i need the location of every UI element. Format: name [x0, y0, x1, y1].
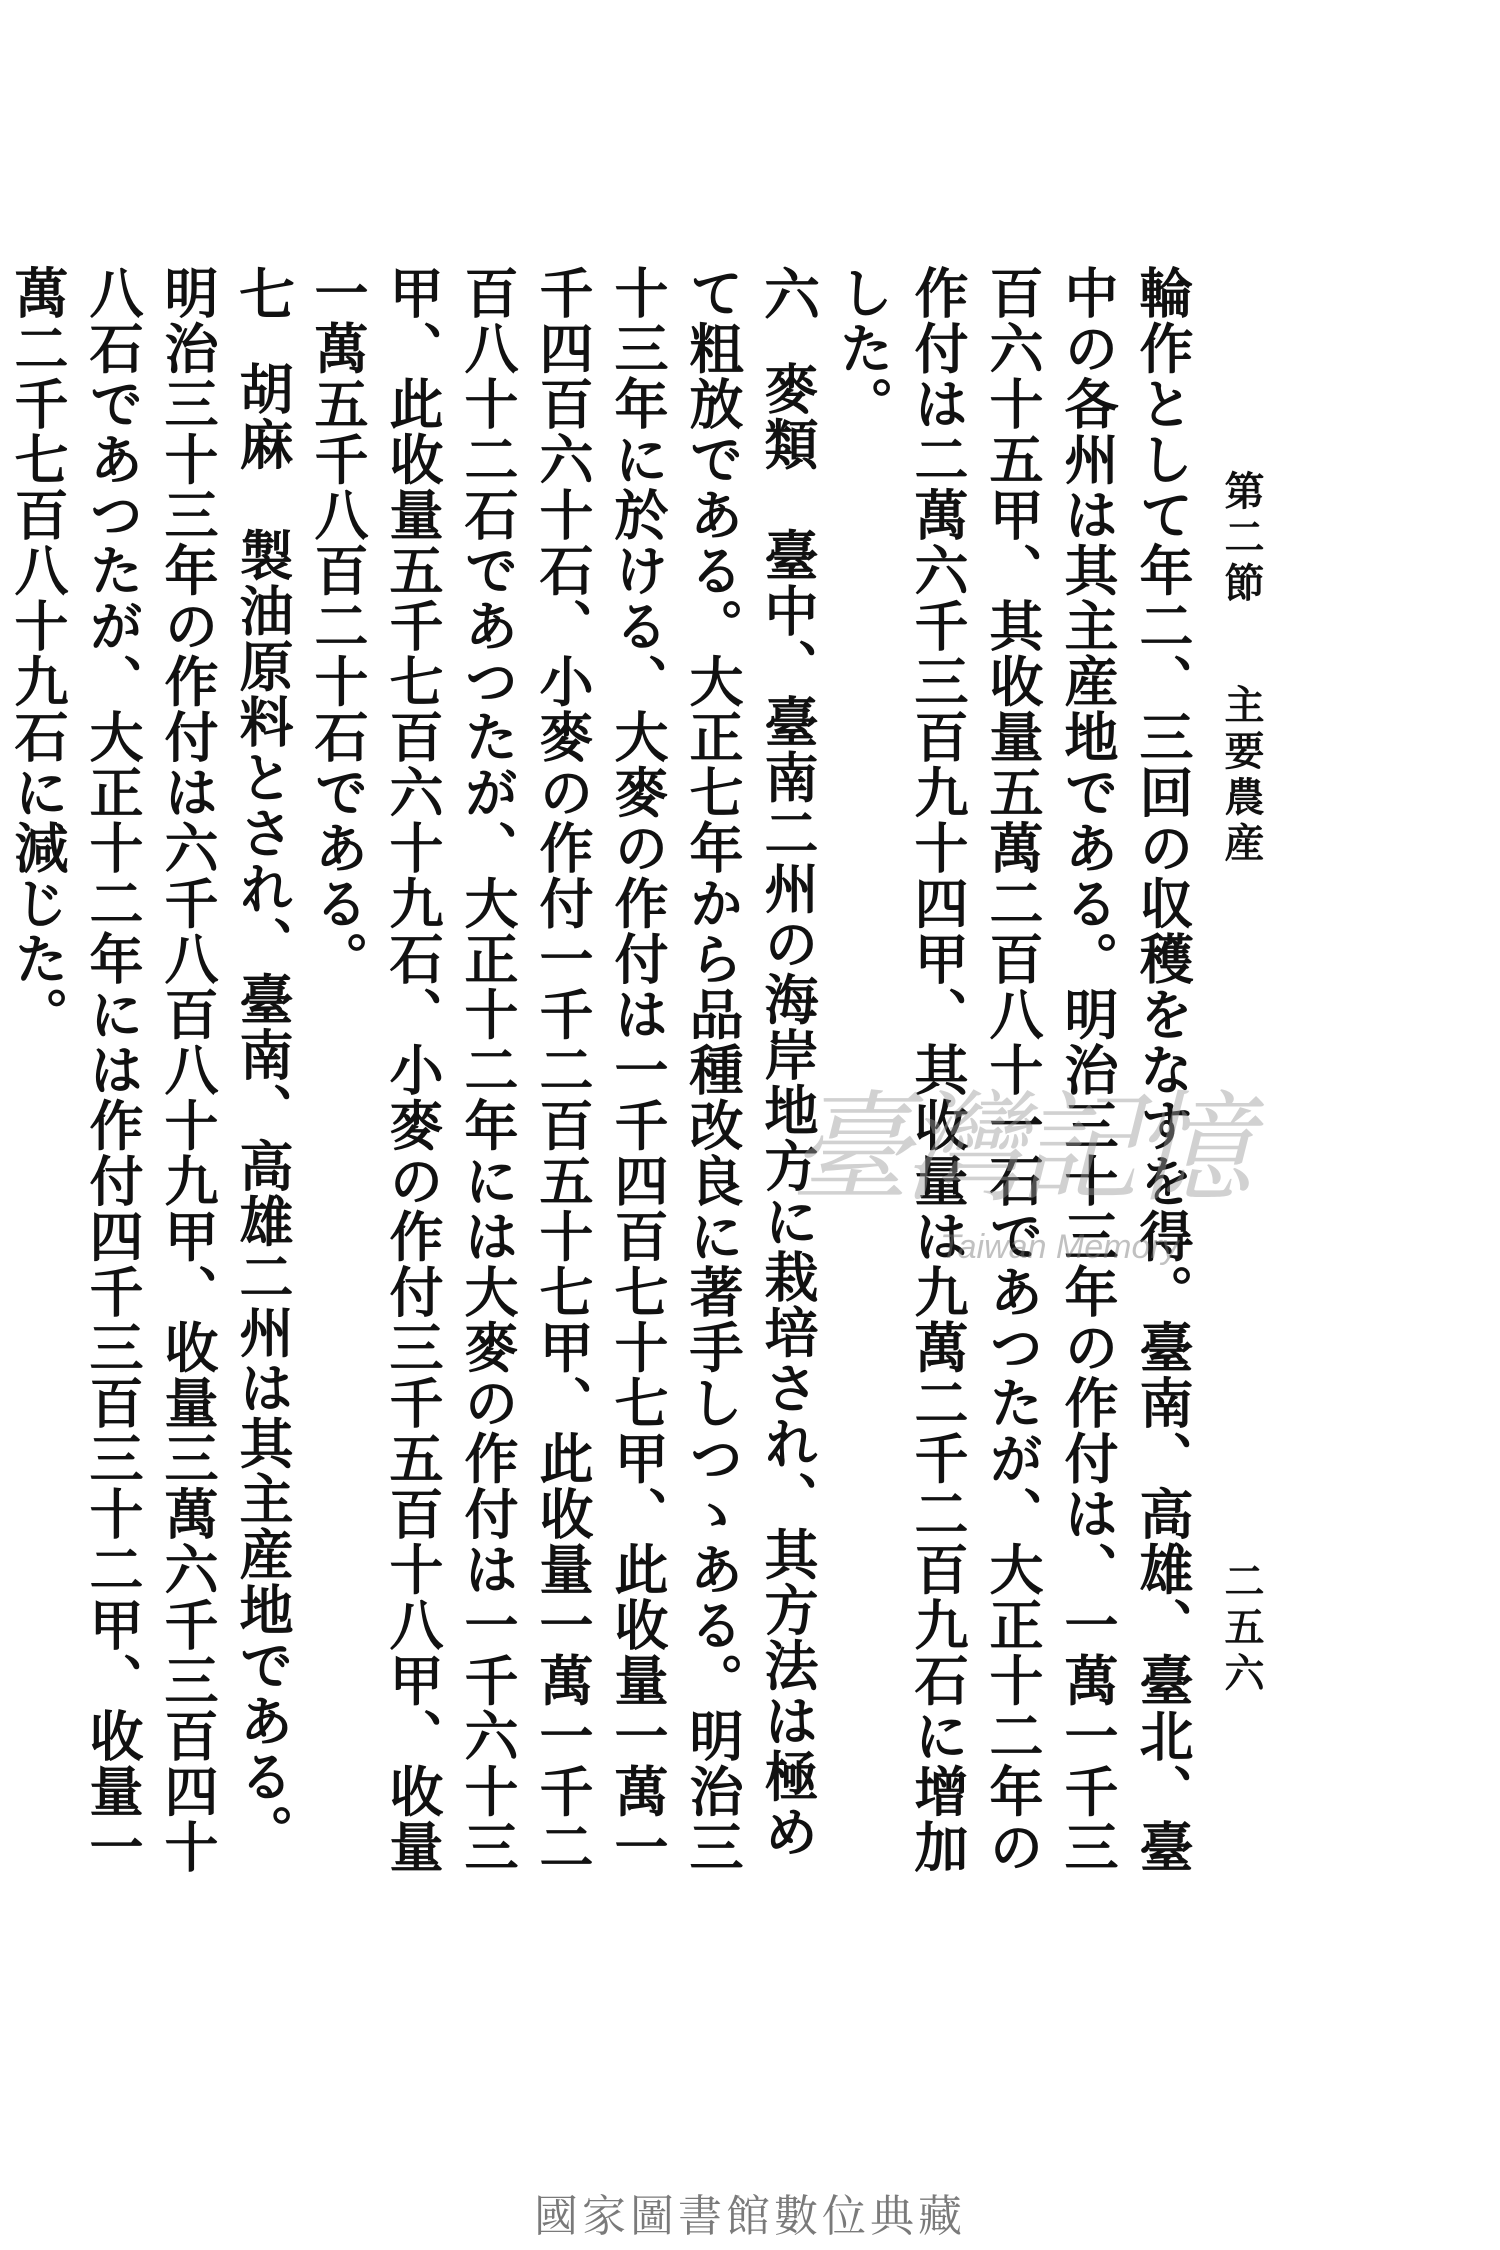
section-label: 第二節 — [1218, 470, 1265, 608]
item-text: 製油原料とされ、臺南、高雄二州は其主産地である。明治三十三年の作付は六千八百八十九甲、收量三萬六千三百四十八石であつたが、大正十二年には作付四千三百三十二甲、收量一萬二千七百八十九石に減じた。 — [6, 265, 295, 1875]
footer-credit: 國家圖書館數位典藏 — [534, 2191, 966, 2242]
item-number: 七 — [230, 265, 296, 323]
item-six — [300, 265, 825, 1885]
item-text: 臺中、臺南二州の海岸地方に栽培され、其方法は極めて粗放である。大正七年から品種改良に著手しつゝある。明治三十三年に於ける、大麥の作付は一千四百七十七甲、此收量一萬一千四百六十石、小麥の作付一千二百五十七甲、此收量一萬一千二百八十二石であつたが、大正十二年には大麥の作付は一千六十三甲、此收量五千七百六十九石、小麥の作付三千五百十八甲、收量一萬五千八百二十石である。 — [306, 265, 820, 1875]
item-seven — [0, 265, 300, 1885]
running-header — [1213, 470, 1270, 1170]
paragraph: 輪作として年二、三回の収穫をなすを得。臺南、高雄、臺北、臺中の各州は其主産地である。明治三十三年の作付は、一萬一千三百六十五甲、其收量五萬二百八十一石であつたが、大正十二年の作付は二萬六千三百九十四甲、其收量は九萬二千二百九石に增加した。 — [831, 265, 1195, 1875]
item-keyword: 麥類 — [756, 360, 820, 472]
chapter-title: 主要農産 — [1218, 683, 1265, 868]
watermark-cjk: 臺灣記憶 — [790, 1080, 1246, 1219]
page-number: 二五六 — [1218, 1560, 1265, 1698]
item-keyword: 胡麻 — [231, 360, 295, 472]
watermark-en: Taiwan Memory — [940, 1228, 1179, 1266]
body-text — [6, 265, 1200, 1885]
item-number: 六 — [755, 265, 821, 323]
